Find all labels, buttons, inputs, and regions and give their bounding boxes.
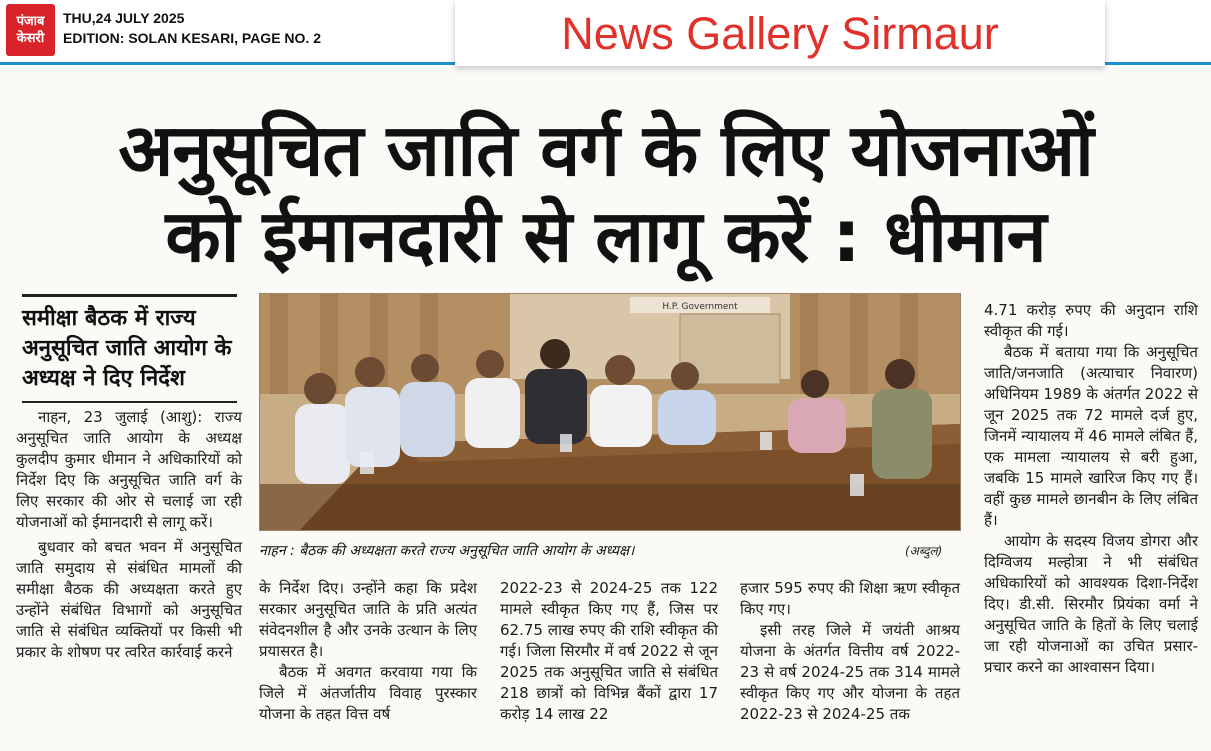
photo-caption: नाहन : बैठक की अध्यक्षता करते राज्य अनुसूचित जाति आयोग के अध्यक्ष। [259, 543, 635, 559]
article-column-3 [500, 578, 718, 725]
paragraph: हजार 595 रुपए की शिक्षा ऋण स्वीकृत किए गए। [740, 579, 960, 618]
logo-line-2: केसरी [16, 31, 45, 46]
newspaper-logo [6, 4, 55, 56]
meeting-photo-illustration [260, 294, 960, 530]
edition-label: EDITION: SOLAN KESARI, PAGE NO. 2 [63, 30, 321, 46]
paragraph-dateline: नाहन, 23 जुलाई (आशु): राज्य अनुसूचित जाति आयोग के अध्यक्ष कुलदीप कुमार धीमान ने अधिकारियों को निर्देश दिए कि अनुसूचित जाति वर्ग के लिए सरकार की ओर से चलाई जा रही योजनाओं को ईमानदारी से लागू करें। [16, 408, 242, 531]
masthead-bar [0, 0, 1211, 68]
article-column-4 [740, 578, 960, 725]
logo-line-1: पंजाब [16, 14, 45, 29]
issue-date: THU,24 JULY 2025 [63, 10, 185, 26]
subhead-rule-bottom [22, 401, 237, 403]
subheadline: समीक्षा बैठक में राज्य अनुसूचित जाति आयोग के अध्यक्ष ने दिए निर्देश [22, 306, 232, 391]
paragraph: इसी तरह जिले में जयंती आश्रय योजना के अंतर्गत वित्तीय वर्ष 2022-23 से वर्ष 2024-25 तक 314 मामले स्वीकृत किए गए और योजना के तहत 2022-23 से 2024-25 तक [740, 621, 960, 723]
wall-sign-text: H.P. Government [662, 302, 738, 312]
paragraph: 4.71 करोड़ रुपए की अनुदान राशि स्वीकृत की गई। [984, 301, 1198, 340]
photo-credit: (अब्दुल) [905, 544, 943, 558]
paragraph: बैठक में अवगत करवाया गया कि जिले में अंतर्जातीय विवाह पुरस्कार योजना के तहत वित्त वर्ष [259, 663, 477, 723]
gallery-title: News Gallery Sirmaur [561, 8, 999, 59]
meeting-photo [259, 293, 961, 531]
paragraph: आयोग के सदस्य विजय डोगरा और दिग्विजय मल्होत्रा ने भी संबंधित अधिकारियों को आवश्यक दिशा-निर्देश दिए। डी.सी. सिरमौर प्रियंका वर्मा ने अनुसूचित जाति के हितों के लिए चलाई जा रही योजनाओं का उचित प्रसार-प्रचार करने का आश्वासन दिया। [984, 532, 1198, 676]
headline-line-1: अनुसूचित जाति वर्ग के लिए योजनाओं [118, 108, 1093, 192]
headline-line-2: को ईमानदारी से लागू करें : धीमान [165, 194, 1046, 278]
article-column-2 [259, 578, 477, 725]
paragraph: 2022-23 से 2024-25 तक 122 मामले स्वीकृत किए गए हैं, जिस पर 62.75 लाख रुपए की राशि स्वीकृत की गई। जिला सिरमौर में वर्ष 2022 से जून 2025 तक अनुसूचित जाति से संबंधित 218 छात्रों को विभिन्न बैंकों द्वारा 17 करोड़ 14 लाख 22 [500, 579, 718, 723]
article-column-5 [984, 300, 1198, 678]
gallery-banner [455, 0, 1105, 66]
edition-info [63, 8, 321, 48]
article-column-1 [16, 407, 242, 663]
paragraph: बुधवार को बचत भवन में अनुसूचित जाति समुदाय से संबंधित मामलों की समीक्षा बैठक की अध्यक्षता करते हुए उन्होंने संबंधित विभागों को अनुसूचित जाति से संबंधित व्यक्तियों पर किसी भी प्रकार के शोषण पर त्वरित कार्रवाई करने [16, 538, 242, 661]
subhead-rule-top [22, 294, 237, 297]
paragraph: बैठक में बताया गया कि अनुसूचित जाति/जनजाति (अत्याचार निवारण) अधिनियम 1989 के अंतर्गत 2022 से जून 2025 तक 72 मामले दर्ज हुए, जिनमें न्यायालय में 46 मामले लंबित हैं, एक मामला न्यायालय से बरी हुआ, जबकि 15 मामले खारिज किए गए हैं। वहीं कुछ मामले छानबीन के लिए लंबित हैं। [984, 343, 1198, 529]
paragraph: के निर्देश दिए। उन्होंने कहा कि प्रदेश सरकार अनुसूचित जाति के प्रति अत्यंत संवेदनशील है और उनके उत्थान के लिए प्रयासरत है। [259, 579, 477, 660]
